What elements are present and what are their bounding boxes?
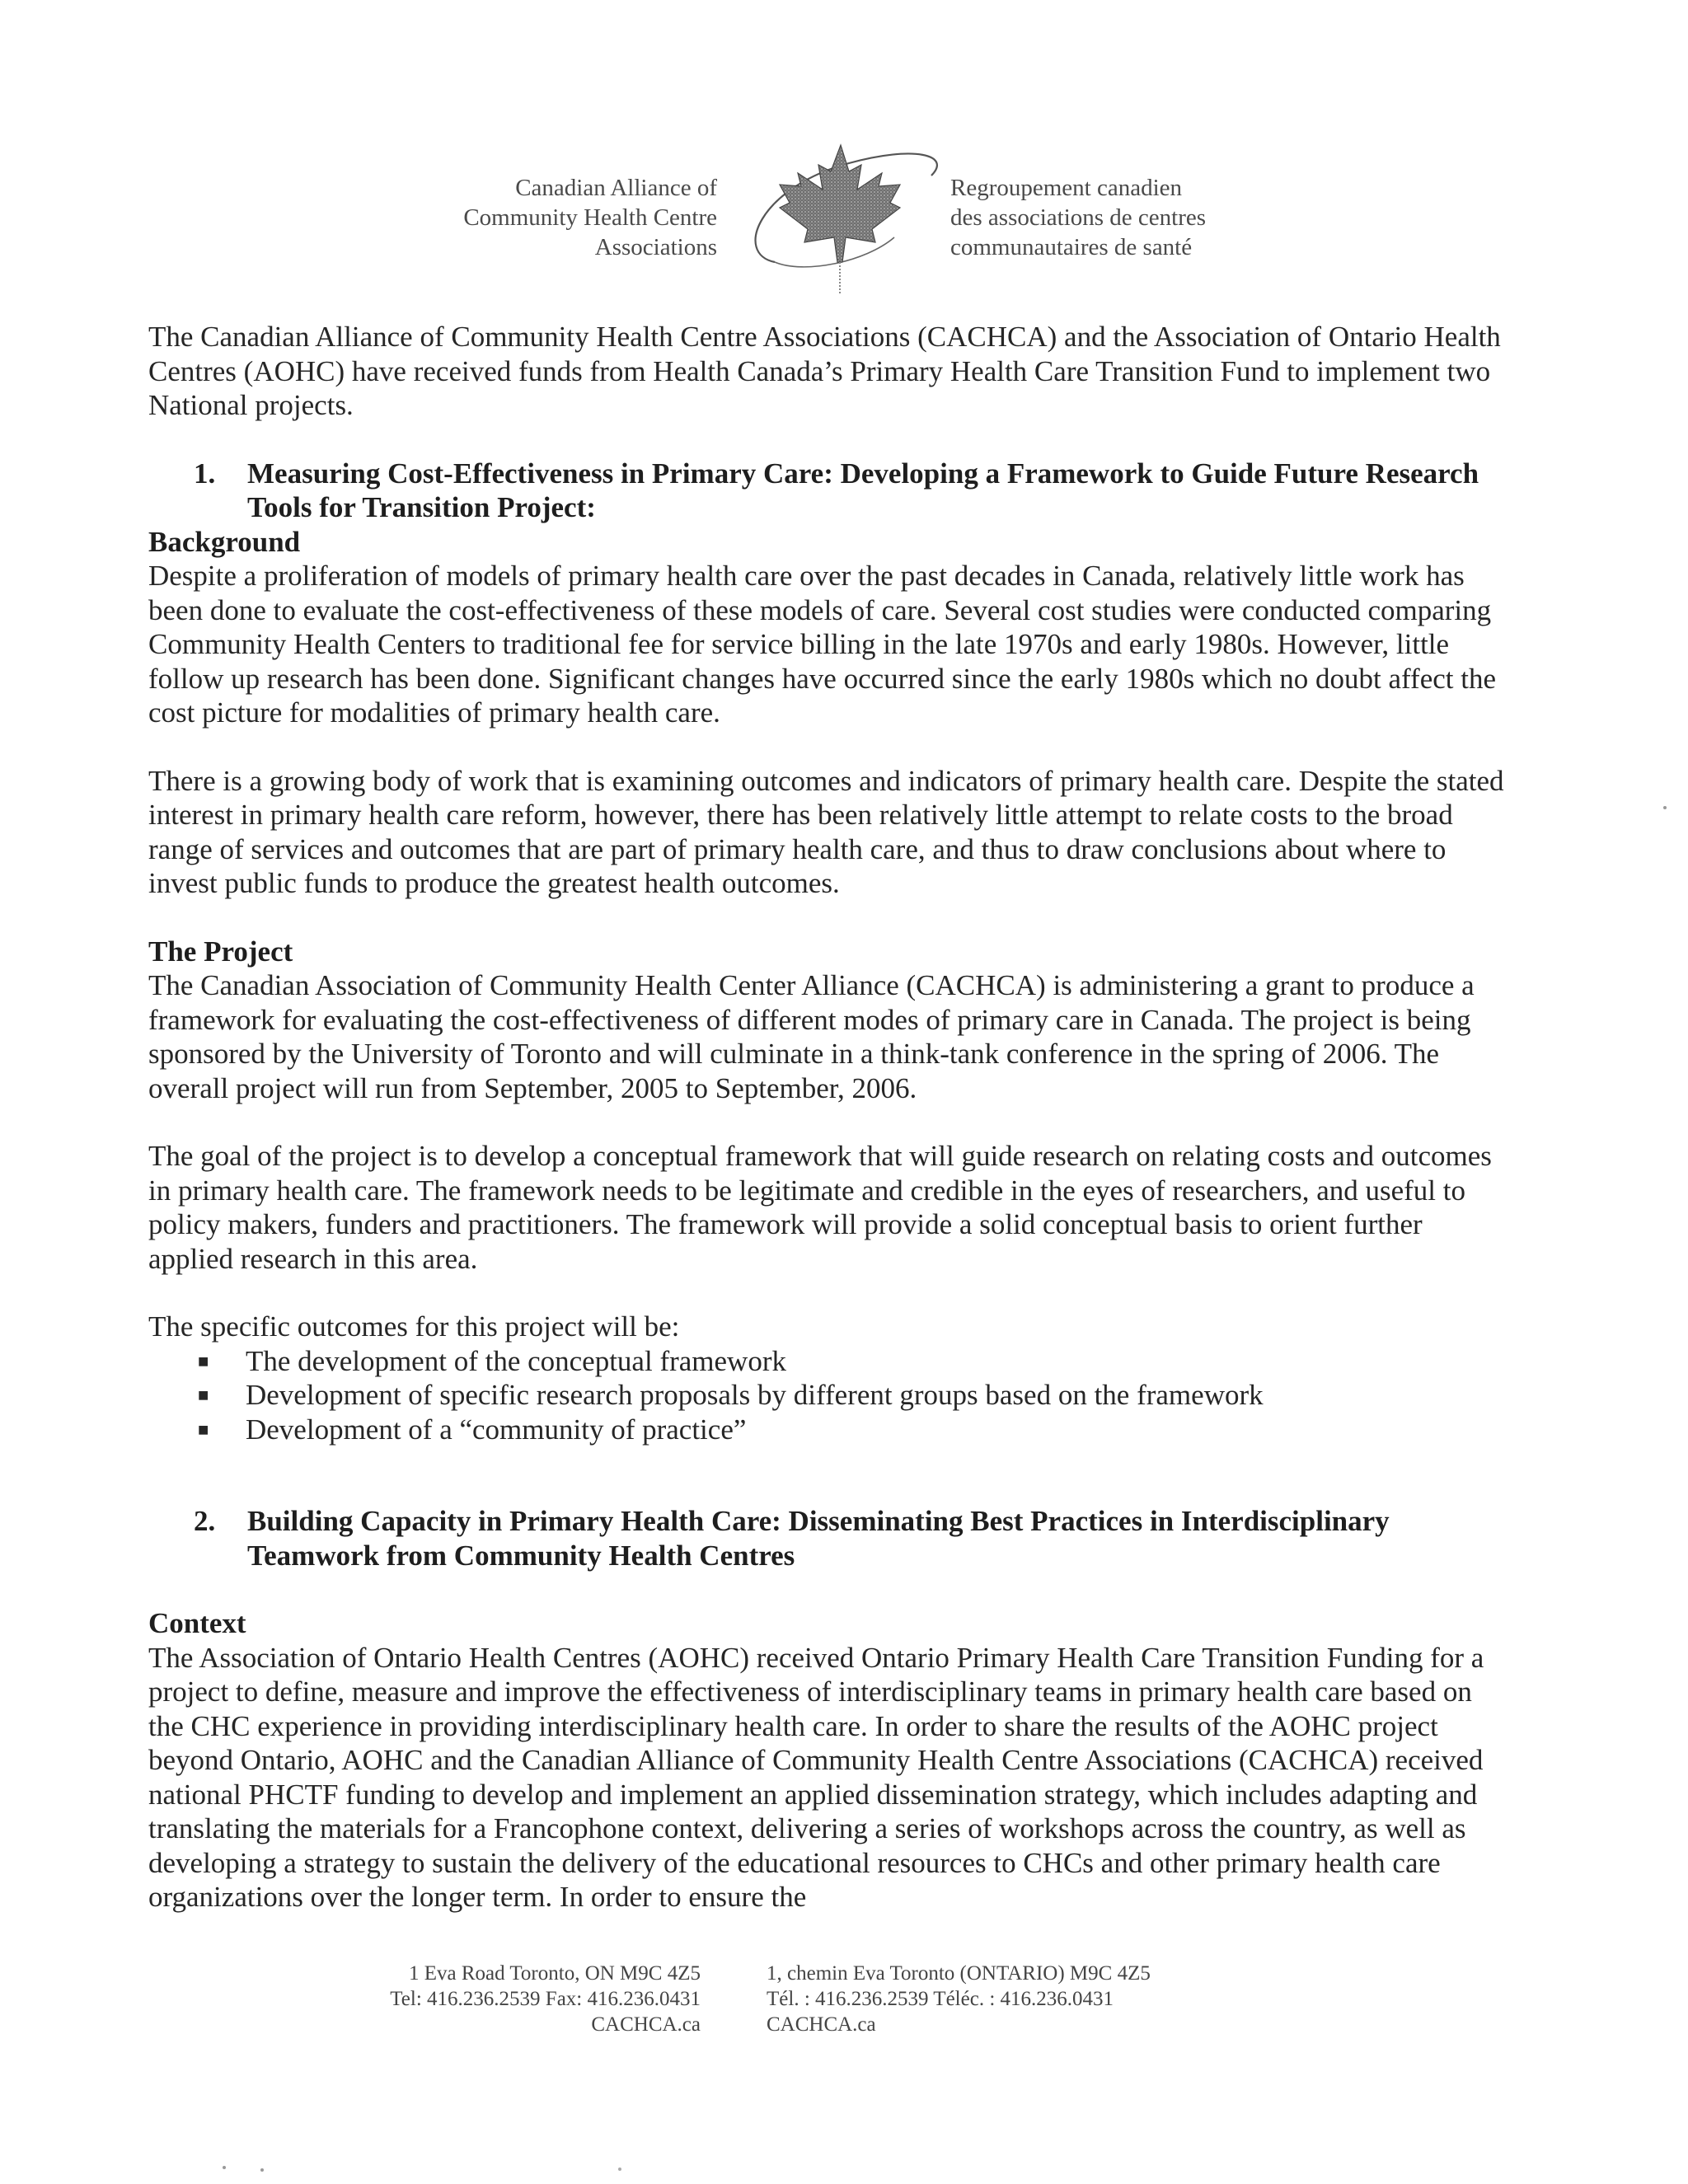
list-item	[198, 1413, 1508, 1447]
project-paragraph: The goal of the project is to develop a conceptual framework that will guide research on relating costs and outcomes in primary health care. The framework needs to be legitimate and credible in the eyes of researchers, and useful to policy makers, funders and practitioners. The framework will provide a solid conceptual basis to orient further applied research in this area.	[148, 1140, 1492, 1275]
section1-number: 1.	[194, 457, 216, 490]
footer-website: CACHCA.ca	[767, 2013, 876, 2036]
section2-number: 2.	[194, 1505, 216, 1537]
background-paragraph: There is a growing body of work that is examining outcomes and indicators of primary health care. Despite the stated interest in primary health care reform, however, there has been relatively little attempt to relate costs to the broad range of services and outcomes that are part of primary health care, and thus to draw conclusions about where to invest public funds to produce the greatest health outcomes.	[148, 764, 1504, 899]
footer-french	[767, 1961, 1261, 2037]
intro-paragraph: The Canadian Alliance of Community Health Centre Associations (CACHCA) and the Association of Ontario Health Centres (AOHC) have received funds from Health Canada’s Primary Health Care Transition Fund to implement two National projects.	[148, 321, 1501, 421]
background-heading: Background	[148, 525, 301, 558]
letterhead-french-line: Regroupement canadien	[950, 175, 1183, 201]
outcomes-intro: The specific outcomes for this project will be:	[148, 1310, 680, 1343]
list-item	[198, 1378, 1508, 1413]
list-item-text: Development of specific research proposals by different groups based on the framework	[246, 1379, 1264, 1411]
letterhead-english-line: Community Health Centre	[463, 204, 717, 231]
maple-leaf-logo-icon	[725, 138, 944, 295]
letterhead-french	[950, 173, 1362, 262]
list-item	[198, 1344, 1508, 1379]
section1-heading	[194, 457, 1479, 525]
footer-address: 1, chemin Eva Toronto (ONTARIO) M9C 4Z5	[767, 1962, 1151, 1985]
project-paragraph: The Canadian Association of Community Health Center Alliance (CACHCA) is administering a grant to produce a framework for evaluating the cost-effectiveness of different modes of primary care in Canada. The project is being sponsored by the University of Toronto and will culminate in a think-tank conference in the spring of 2006. The overall project will run from September, 2005 to September, 2006.	[148, 969, 1475, 1104]
background-paragraph: Despite a proliferation of models of primary health care over the past decades in Canada, relatively little work has been done to evaluate the cost-effectiveness of these models of care. Several cost studies were conducted comparing Community Health Centers to traditional fee for service billing in the late 1970s and early 1980s. However, little follow up research has been done. Significant changes have occurred since the early 1980s which no doubt affect the cost picture for modalities of primary health care.	[148, 560, 1497, 729]
context-heading: Context	[148, 1607, 246, 1639]
footer-phone: Tél. : 416.236.2539 Téléc. : 416.236.0431	[767, 1988, 1114, 2010]
section2-heading	[194, 1504, 1479, 1572]
letterhead-english	[346, 173, 717, 262]
letterhead-english-line: Associations	[594, 234, 717, 260]
document-body	[148, 320, 1508, 1915]
project-heading: The Project	[148, 935, 293, 968]
footer-phone: Tel: 416.236.2539 Fax: 416.236.0431	[390, 1988, 701, 2010]
outcomes-list	[148, 1344, 1508, 1447]
bullet-icon: ■	[198, 1350, 209, 1371]
context-paragraph: The Association of Ontario Health Centres (AOHC) received Ontario Primary Health Care Transition Funding for a project to define, measure and improve the effectiveness of interdisciplinary teams in primary health care based on the CHC experience in providing interdisciplinary health care. In order to share the results of the AOHC project beyond Ontario, AOHC and the Canadian Alliance of Community Health Centre Associations (CACHCA) received national PHCTF funding to develop and implement an applied dissemination strategy, which includes adapting and translating the materials for a Francophone context, delivering a series of workshops across the country, as well as developing a strategy to sustain the delivery of the educational resources to CHCs and other primary health care organizations over the longer term. In order to ensure the	[148, 1641, 1484, 1913]
letterhead-english-line: Canadian Alliance of	[515, 175, 717, 201]
list-item-text: Development of a “community of practice”	[246, 1413, 747, 1446]
footer-english	[313, 1961, 701, 2037]
footer-address: 1 Eva Road Toronto, ON M9C 4Z5	[408, 1962, 701, 1985]
section2-title: Building Capacity in Primary Health Care: Disseminating Best Practices in Interdisciplinary Teamwork from Community Health Centres	[247, 1505, 1390, 1572]
list-item-text: The development of the conceptual framework	[246, 1344, 786, 1377]
footer-website: CACHCA.ca	[591, 2013, 701, 2036]
section1-title: Measuring Cost-Effectiveness in Primary Care: Developing a Framework to Guide Future Research Tools for Transition Project:	[247, 457, 1479, 523]
letterhead-french-line: communautaires de santé	[950, 234, 1193, 260]
letterhead-french-line: des associations de centres	[950, 204, 1207, 231]
bullet-icon: ■	[198, 1418, 209, 1440]
bullet-icon: ■	[198, 1385, 209, 1405]
